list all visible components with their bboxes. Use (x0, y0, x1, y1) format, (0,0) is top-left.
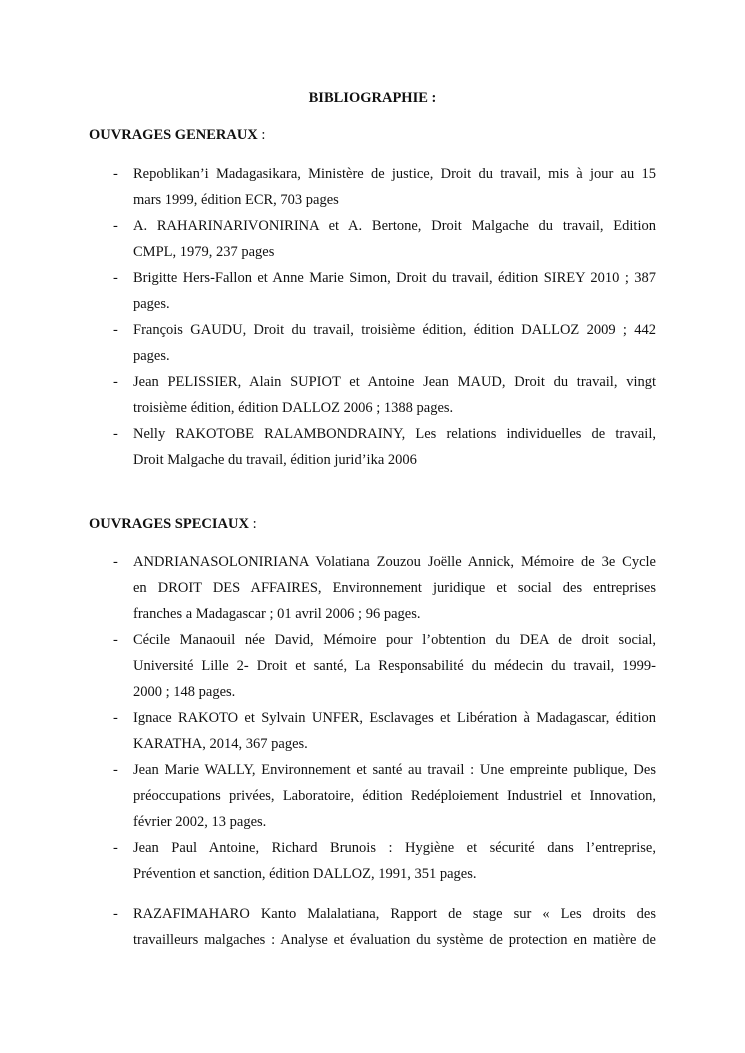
bibliography-entry (113, 161, 656, 213)
bullet-dash: - (113, 270, 118, 286)
bibliography-entry (113, 705, 656, 757)
bibliography-entry (113, 265, 656, 317)
bullet-dash: - (113, 554, 118, 570)
entry-line: troisième édition, édition DALLOZ 2006 ; 1388 pages. (133, 400, 454, 416)
bullet-dash: - (113, 906, 118, 922)
page-title: BIBLIOGRAPHIE : (308, 90, 437, 106)
bibliography-entry (113, 421, 656, 473)
entry-line: Prévention et sanction, édition DALLOZ, 1991, 351 pages. (133, 866, 477, 882)
entry-line: ANDRIANASOLONIRIANA Volatiana Zouzou Joëlle Annick, Mémoire de 3e Cycle (133, 554, 656, 570)
bibliography-entry (113, 213, 656, 265)
entry-line: préoccupations privées, Laboratoire, édition Redéploiement Industriel et Innovation, (133, 788, 656, 804)
entry-line: pages. (133, 348, 170, 364)
bibliography-entry (113, 317, 656, 369)
bibliography-entry (113, 627, 656, 705)
heading-text: OUVRAGES SPECIAUX (89, 516, 249, 532)
entry-line: Repoblikan’i Madagasikara, Ministère de justice, Droit du travail, mis à jour au 15 (133, 166, 656, 182)
entry-line: mars 1999, édition ECR, 703 pages (133, 192, 339, 208)
entry-line: Jean PELISSIER, Alain SUPIOT et Antoine Jean MAUD, Droit du travail, vingt (133, 374, 656, 390)
entry-line: Brigitte Hers-Fallon et Anne Marie Simon, Droit du travail, édition SIREY 2010 ; 387 (133, 270, 656, 286)
bullet-dash: - (113, 426, 118, 442)
heading-suffix: : (248, 516, 257, 532)
bibliography-entry (113, 549, 656, 627)
section-heading-speciaux (89, 515, 257, 533)
bullet-dash: - (113, 710, 118, 726)
section-heading-generaux (89, 126, 265, 144)
entry-line: février 2002, 13 pages. (133, 814, 267, 830)
entry-line: CMPL, 1979, 237 pages (133, 244, 275, 260)
entry-line: Université Lille 2- Droit et santé, La Responsabilité du médecin du travail, 1999- (133, 658, 656, 674)
bullet-dash: - (113, 632, 118, 648)
entry-line: François GAUDU, Droit du travail, troisième édition, édition DALLOZ 2009 ; 442 (133, 322, 656, 338)
entry-line: 2000 ; 148 pages. (133, 684, 236, 700)
entry-line: Jean Marie WALLY, Environnement et santé au travail : Une empreinte publique, Des (133, 762, 656, 778)
bullet-dash: - (113, 762, 118, 778)
entry-line: pages. (133, 296, 170, 312)
entry-line: RAZAFIMAHARO Kanto Malalatiana, Rapport de stage sur « Les droits des (133, 906, 656, 922)
entry-line: franches a Madagascar ; 01 avril 2006 ; 96 pages. (133, 606, 421, 622)
bibliography-entry (113, 757, 656, 835)
entry-line: Ignace RAKOTO et Sylvain UNFER, Esclavages et Libération à Madagascar, édition (133, 710, 656, 726)
bullet-dash: - (113, 166, 118, 182)
entry-line: Jean Paul Antoine, Richard Brunois : Hygiène et sécurité dans l’entreprise, (133, 840, 656, 856)
bibliography-entry (113, 369, 656, 421)
bullet-dash: - (113, 322, 118, 338)
bibliography-list-generaux (113, 161, 656, 473)
heading-suffix: : (257, 127, 266, 143)
entry-line: KARATHA, 2014, 367 pages. (133, 736, 308, 752)
bibliography-entry (113, 835, 656, 887)
entry-line: travailleurs malgaches : Analyse et évaluation du système de protection en matière de (133, 932, 656, 948)
entry-line: Cécile Manaouil née David, Mémoire pour l’obtention du DEA de droit social, (133, 632, 656, 648)
bullet-dash: - (113, 218, 118, 234)
bullet-dash: - (113, 840, 118, 856)
heading-text: OUVRAGES GENERAUX (89, 127, 258, 143)
entry-line: A. RAHARINARIVONIRINA et A. Bertone, Droit Malgache du travail, Edition (133, 218, 656, 234)
entry-line: Droit Malgache du travail, édition jurid’ika 2006 (133, 452, 417, 468)
entry-line: Nelly RAKOTOBE RALAMBONDRAINY, Les relations individuelles de travail, (133, 426, 656, 442)
entry-line: en DROIT DES AFFAIRES, Environnement juridique et social des entreprises (133, 580, 656, 596)
bullet-dash: - (113, 374, 118, 390)
bibliography-entry (113, 901, 656, 953)
bibliography-list-speciaux (113, 549, 656, 953)
